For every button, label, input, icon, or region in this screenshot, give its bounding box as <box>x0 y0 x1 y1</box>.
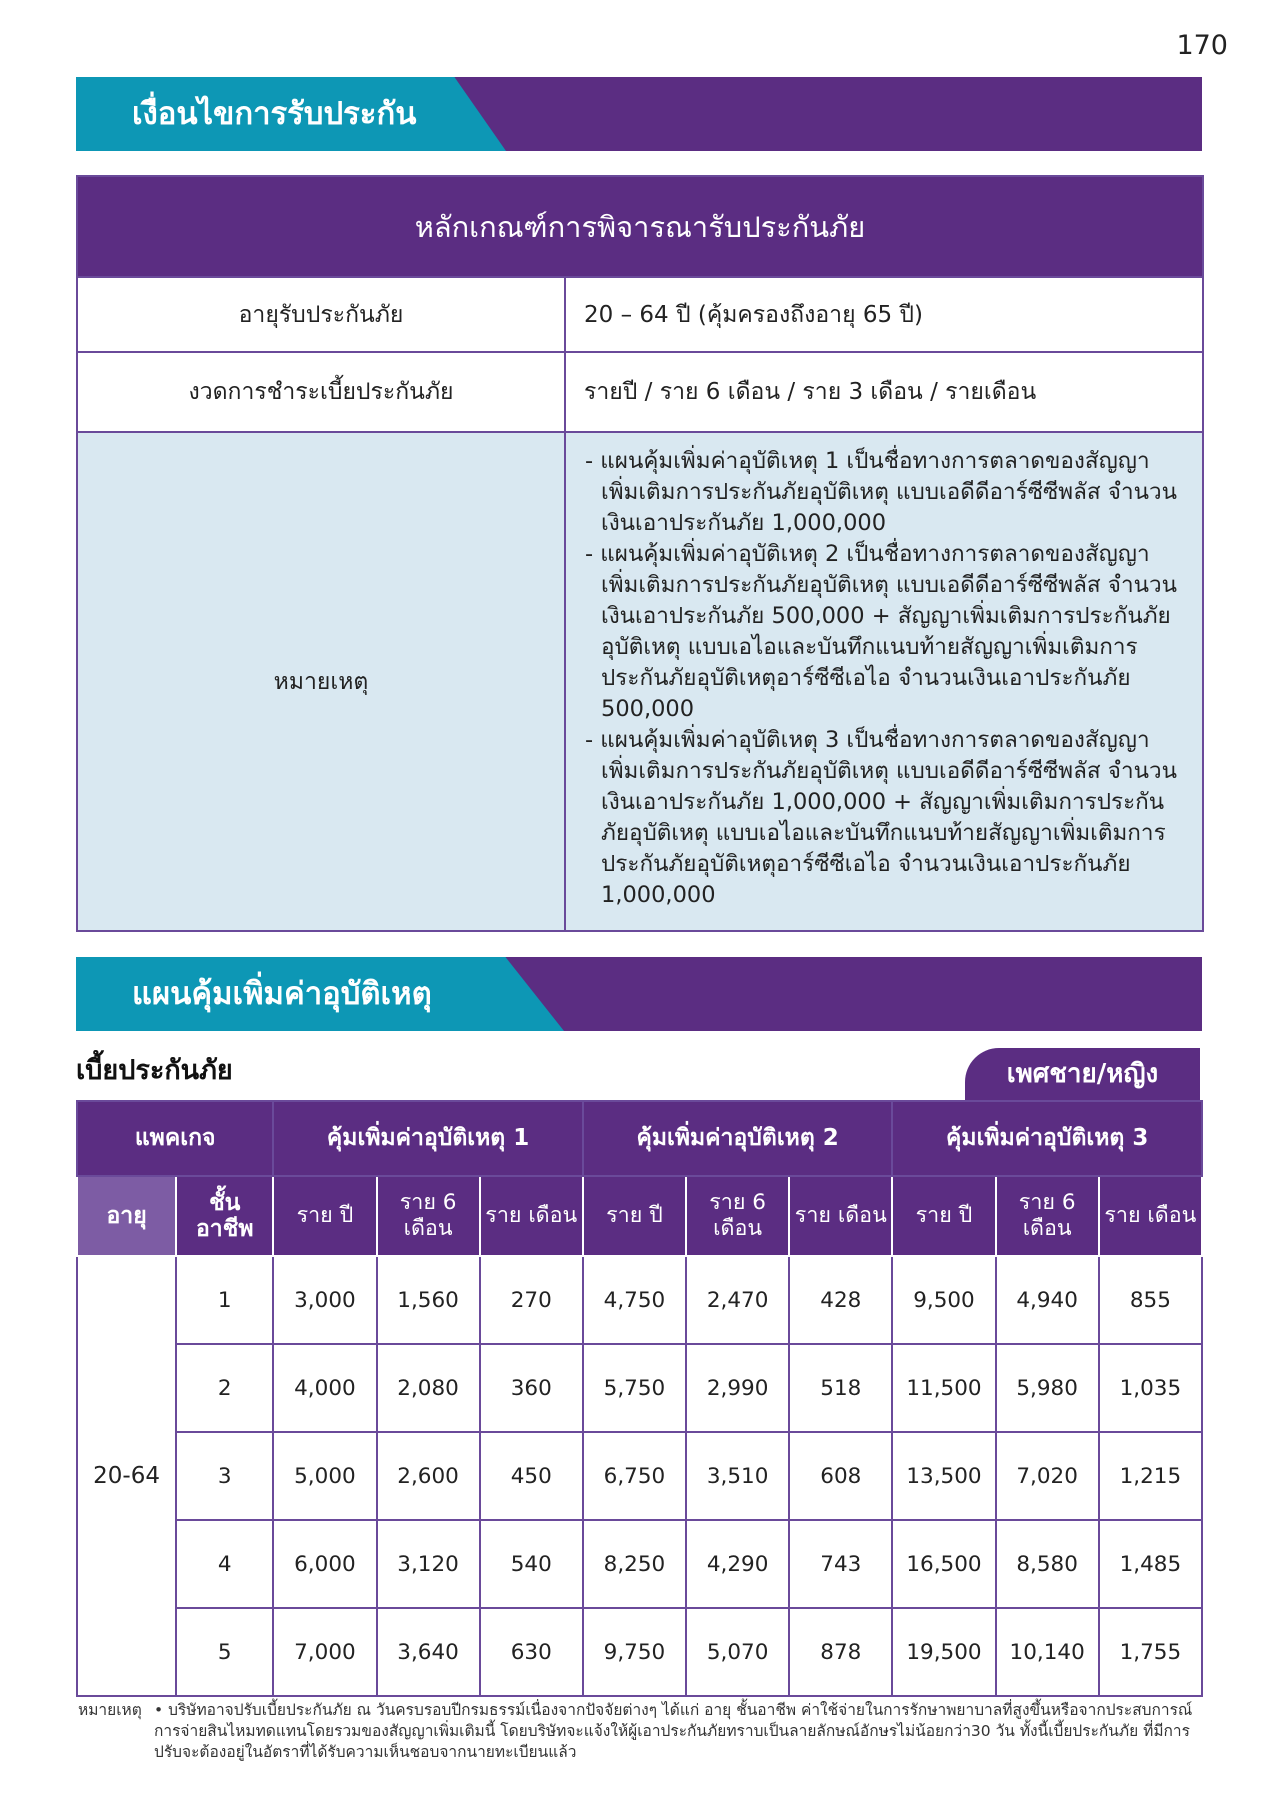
premium-cell: 11,500 <box>892 1344 995 1432</box>
criteria-label: งวดการชำระเบี้ยประกันภัย <box>77 352 565 432</box>
note-item: - แผนคุ้มเพิ่มค่าอุบัติเหตุ 3 เป็นชื่อทางการตลาดของสัญญาเพิ่มเติมการประกันภัยอุบัติเหตุ แบบเอดีดีอาร์ซีซีพลัส จำนวนเงินเอาประกันภัย 1,000,000 + สัญญาเพิ่มเติมการประกันภัยอุบัติเหตุ แบบเอไอและบันทึกแนบท้ายสัญญาเพิ่มเติมการประกันภัยอุบัติเหตุอาร์ซีซีเอไอ จำนวนเงินเอาประกันภัย 1,000,000 <box>585 727 1177 908</box>
premium-cell: 4,290 <box>686 1520 789 1608</box>
premium-cell: 630 <box>480 1608 583 1696</box>
premium-cell: 2,600 <box>377 1432 480 1520</box>
package-header: แพคเกจ <box>77 1101 273 1176</box>
criteria-value: รายปี / ราย 6 เดือน / ราย 3 เดือน / รายเดือน <box>565 352 1203 432</box>
premium-cell: 270 <box>480 1256 583 1344</box>
period-header: ราย เดือน <box>789 1176 892 1256</box>
premium-cell: 16,500 <box>892 1520 995 1608</box>
premium-cell: 4,940 <box>996 1256 1099 1344</box>
page-number: 170 <box>1176 30 1228 61</box>
premium-cell: 2,470 <box>686 1256 789 1344</box>
premium-cell: 1,755 <box>1099 1608 1202 1696</box>
premium-cell: 878 <box>789 1608 892 1696</box>
premium-cell: 3,510 <box>686 1432 789 1520</box>
premium-cell: 5,000 <box>273 1432 376 1520</box>
premium-cell: 7,000 <box>273 1608 376 1696</box>
premium-cell: 608 <box>789 1432 892 1520</box>
footnote-text: • บริษัทอาจปรับเบี้ยประกันภัย ณ วันครบรอบปีกรมธรรม์เนื่องจากปัจจัยต่างๆ ได้แก่ อายุ ชั้นอาชีพ ค่าใช้จ่ายในการรักษาพยาบาลที่สูงขึ้นหรือจากประสบการณ์การจ่ายสินไหมทดแทนโดยรวมของสัญญาเพิ่มเติมนี้ โดยบริษัทจะแจ้งให้ผู้เอาประกันภัยทราบเป็นลายลักษณ์อักษรไม่น้อยกว่า30 วัน ทั้งนี้เบี้ยประกันภัย ที่มีการปรับจะต้องอยู่ในอัตราที่ได้รับความเห็นชอบจากนายทะเบียนแล้ว <box>154 1701 1193 1761</box>
criteria-note-label: หมายเหตุ <box>77 432 565 931</box>
premium-cell: 19,500 <box>892 1608 995 1696</box>
underwriting-criteria-table <box>76 175 1204 932</box>
criteria-label: อายุรับประกันภัย <box>77 277 565 352</box>
premium-cell: 7,020 <box>996 1432 1099 1520</box>
criteria-table-header: หลักเกณฑ์การพิจารณารับประกันภัย <box>77 176 1203 277</box>
premium-cell: 540 <box>480 1520 583 1608</box>
gender-tab: เพศชาย/หญิง <box>965 1048 1200 1100</box>
premium-cell: 8,250 <box>583 1520 686 1608</box>
premium-cell: 855 <box>1099 1256 1202 1344</box>
premium-cell: 9,750 <box>583 1608 686 1696</box>
note-item: - แผนคุ้มเพิ่มค่าอุบัติเหตุ 1 เป็นชื่อทางการตลาดของสัญญาเพิ่มเติมการประกันภัยอุบัติเหตุ แบบเอดีดีอาร์ซีซีพลัส จำนวนเงินเอาประกันภัย 1,000,000 <box>585 448 1177 536</box>
premium-cell: 743 <box>789 1520 892 1608</box>
premium-cell: 3,120 <box>377 1520 480 1608</box>
premium-table <box>76 1100 1203 1697</box>
premium-cell: 428 <box>789 1256 892 1344</box>
premium-table-body <box>77 1256 1202 1696</box>
occupation-class-cell: 5 <box>176 1608 273 1696</box>
period-header: ราย 6 เดือน <box>686 1176 789 1256</box>
criteria-note-cell <box>565 432 1203 931</box>
premium-cell: 360 <box>480 1344 583 1432</box>
premium-cell: 10,140 <box>996 1608 1099 1696</box>
premium-cell: 9,500 <box>892 1256 995 1344</box>
premium-cell: 6,000 <box>273 1520 376 1608</box>
table-row <box>77 1432 1202 1520</box>
premium-cell: 8,580 <box>996 1520 1099 1608</box>
age-range-cell: 20-64 <box>77 1256 176 1696</box>
premium-cell: 1,560 <box>377 1256 480 1344</box>
premium-cell: 5,070 <box>686 1608 789 1696</box>
premium-cell: 450 <box>480 1432 583 1520</box>
premium-cell: 5,750 <box>583 1344 686 1432</box>
plan-header-1: คุ้มเพิ่มค่าอุบัติเหตุ 1 <box>273 1101 583 1176</box>
period-header: ราย ปี <box>273 1176 376 1256</box>
premium-cell: 1,485 <box>1099 1520 1202 1608</box>
plan-header-2: คุ้มเพิ่มค่าอุบัติเหตุ 2 <box>583 1101 893 1176</box>
premium-cell: 2,080 <box>377 1344 480 1432</box>
section-title-plan: แผนคุ้มเพิ่มค่าอุบัติเหตุ <box>132 976 432 1012</box>
occupation-class-cell: 4 <box>176 1520 273 1608</box>
premium-cell: 6,750 <box>583 1432 686 1520</box>
premium-cell: 3,640 <box>377 1608 480 1696</box>
section-banner-conditions <box>76 77 1202 151</box>
criteria-row-age <box>77 277 1203 352</box>
premium-cell: 4,750 <box>583 1256 686 1344</box>
section-title-conditions: เงื่อนไขการรับประกัน <box>132 96 417 132</box>
period-header: ราย เดือน <box>480 1176 583 1256</box>
table-row <box>77 1256 1202 1344</box>
premium-cell: 518 <box>789 1344 892 1432</box>
period-header: ราย ปี <box>892 1176 995 1256</box>
plan-header-3: คุ้มเพิ่มค่าอุบัติเหตุ 3 <box>892 1101 1202 1176</box>
premium-cell: 1,215 <box>1099 1432 1202 1520</box>
premium-cell: 13,500 <box>892 1432 995 1520</box>
premium-cell: 1,035 <box>1099 1344 1202 1432</box>
premium-cell: 4,000 <box>273 1344 376 1432</box>
occupation-class-cell: 2 <box>176 1344 273 1432</box>
criteria-row-notes <box>77 432 1203 931</box>
premium-cell: 5,980 <box>996 1344 1099 1432</box>
footnote-label: หมายเหตุ <box>78 1701 142 1719</box>
premium-subtitle: เบี้ยประกันภัย <box>76 1055 233 1086</box>
occupation-class-cell: 1 <box>176 1256 273 1344</box>
premium-cell: 3,000 <box>273 1256 376 1344</box>
footnote <box>78 1700 1198 1763</box>
premium-cell: 2,990 <box>686 1344 789 1432</box>
section-banner-plan <box>76 957 1202 1031</box>
criteria-value: 20 – 64 ปี (คุ้มครองถึงอายุ 65 ปี) <box>565 277 1203 352</box>
period-header: ราย 6 เดือน <box>996 1176 1099 1256</box>
table-row <box>77 1520 1202 1608</box>
criteria-row-payment <box>77 352 1203 432</box>
occupation-class-cell: 3 <box>176 1432 273 1520</box>
table-row <box>77 1344 1202 1432</box>
table-row <box>77 1608 1202 1696</box>
age-header: อายุ <box>77 1176 176 1256</box>
note-item: - แผนคุ้มเพิ่มค่าอุบัติเหตุ 2 เป็นชื่อทางการตลาดของสัญญาเพิ่มเติมการประกันภัยอุบัติเหตุ แบบเอดีดีอาร์ซีซีพลัส จำนวนเงินเอาประกันภัย 500,000 + สัญญาเพิ่มเติมการประกันภัยอุบัติเหตุ แบบเอไอและบันทึกแนบท้ายสัญญาเพิ่มเติมการประกันภัยอุบัติเหตุอาร์ซีซีเอไอ จำนวนเงินเอาประกันภัย 500,000 <box>585 541 1177 722</box>
period-header: ราย ปี <box>583 1176 686 1256</box>
period-header: ราย เดือน <box>1099 1176 1202 1256</box>
occupation-class-header: ชั้น อาชีพ <box>176 1176 273 1256</box>
period-header: ราย 6 เดือน <box>377 1176 480 1256</box>
